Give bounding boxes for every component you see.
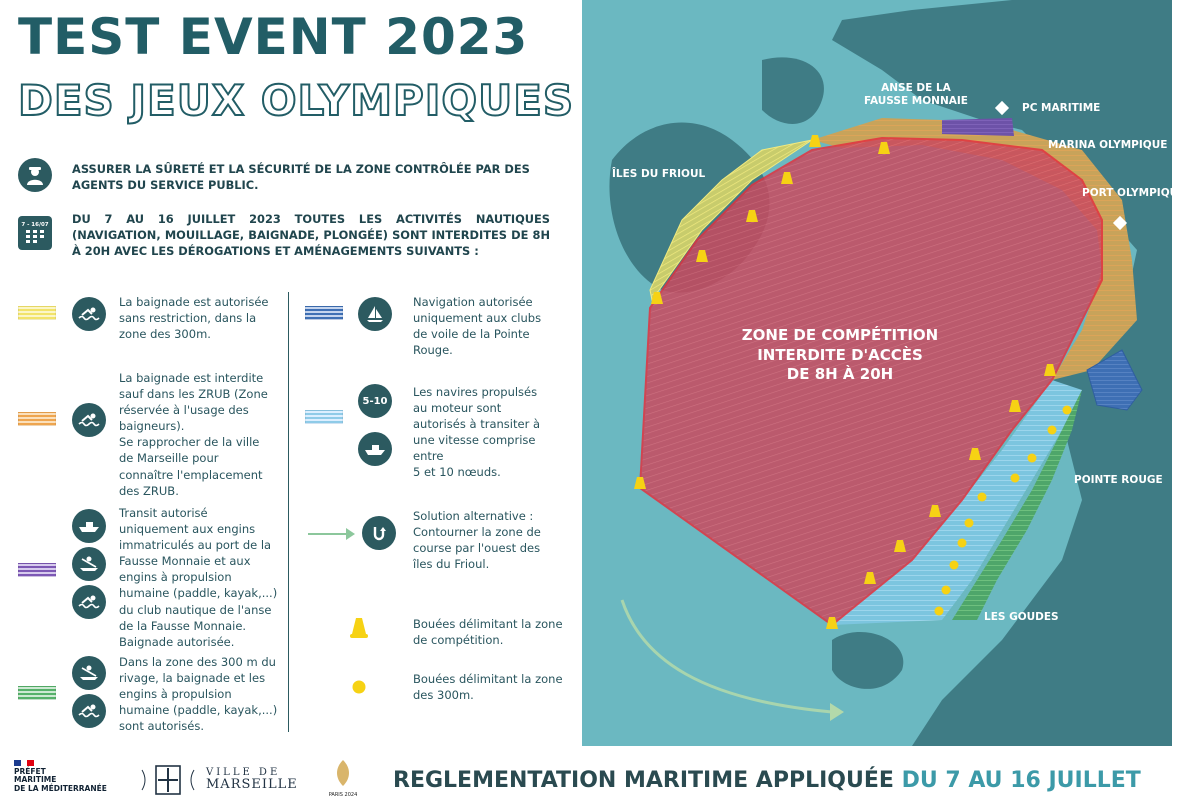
legend-purple-text: Transit autorisé uniquement aux engins immatriculés au port de la Fausse Monnaie et aux engins à propulsion humaine (paddle, kayak,...) du club nautique de l'anse de la Fausse Monnaie. Baignade autorisée. bbox=[119, 506, 278, 649]
label-les-goudes: LES GOUDES bbox=[984, 611, 1059, 623]
legend-swatch-yellow bbox=[18, 306, 56, 320]
300m-buoy-icon bbox=[352, 680, 366, 694]
kayak-icon bbox=[72, 547, 106, 581]
legend-buoy-300m-text: Bouées délimitant la zone des 300m. bbox=[413, 672, 563, 703]
300m-buoy bbox=[958, 539, 967, 548]
legend-swatch-green bbox=[18, 686, 56, 700]
ville-marseille-logo bbox=[138, 760, 298, 800]
legend-divider bbox=[288, 292, 289, 732]
legend-green-text: Dans la zone des 300 m du rivage, la baignade et les engins à propulsion humaine (paddle, kayak,...) sont autorisés. bbox=[119, 655, 278, 734]
officer-icon bbox=[18, 158, 52, 192]
300m-buoy bbox=[965, 519, 974, 528]
footer-title-main: REGLEMENTATION MARITIME APPLIQUÉE bbox=[393, 768, 894, 793]
paris-2024-logo bbox=[322, 758, 364, 798]
motorboat-icon bbox=[358, 432, 392, 466]
sailboat-icon bbox=[358, 297, 392, 331]
competition-buoy-icon bbox=[350, 616, 368, 638]
legend-swatch-purple bbox=[18, 563, 56, 577]
prefet-label: PRÉFET MARITIME DE LA MÉDITERRANÉE bbox=[14, 767, 107, 793]
300m-buoy bbox=[978, 493, 987, 502]
label-marina-olympique: MARINA OLYMPIQUE bbox=[1048, 139, 1168, 151]
title-line-1: TEST EVENT 2023 bbox=[18, 8, 529, 66]
300m-buoy bbox=[950, 561, 959, 570]
calendar-icon bbox=[18, 216, 52, 250]
swimmer-icon bbox=[72, 585, 106, 619]
label-port-olympique: PORT OLYMPIQUE bbox=[1082, 187, 1185, 199]
300m-buoy bbox=[1011, 474, 1020, 483]
legend-blue-light-text: Les navires propulsés au moteur sont autorisés à transiter à une vitesse comprise entre 5 et 10 nœuds. bbox=[413, 385, 540, 480]
swimmer-icon bbox=[72, 297, 106, 331]
legend-orange-text: La baignade est interdite sauf dans les ZRUB (Zone réservée à l'usage des baigneurs). Se rapprocher de la ville de Marseille pour connaître l'emplacement des ZRUB. bbox=[119, 371, 268, 498]
map-panel bbox=[582, 0, 1185, 746]
title-line-2: DES JEUX OLYMPIQUES bbox=[18, 76, 575, 125]
competition-zone-label: ZONE DE COMPÉTITION INTERDITE D'ACCÈS DE 8H À 20H bbox=[741, 326, 939, 383]
intro-security: ASSURER LA SÛRETÉ ET LA SÉCURITÉ DE LA ZONE CONTRÔLÉE PAR DES AGENTS DU SERVICE PUBLIC. bbox=[72, 162, 530, 192]
label-pointe-rouge: POINTE ROUGE bbox=[1074, 474, 1163, 486]
legend-buoy-competition-text: Bouées délimitant la zone de compétition. bbox=[413, 617, 563, 648]
motorboat-icon bbox=[72, 509, 106, 543]
ville-label: VILLE DE bbox=[206, 767, 281, 779]
intro-restrictions: DU 7 AU 16 JUILLET 2023 TOUTES LES ACTIVITÉS NAUTIQUES (NAVIGATION, MOUILLAGE, BAIGNADE, PLONGÉE) SONT INTERDITES DE 8H À 20H AVEC LES DÉROGATIONS ET AMÉNAGEMENTS SUIVANTS : bbox=[72, 212, 550, 258]
300m-buoy bbox=[1048, 426, 1057, 435]
legend-swatch-blue-dark bbox=[305, 306, 343, 320]
label-pc-maritime: PC MARITIME bbox=[1022, 102, 1101, 114]
marseille-label: MARSEILLE bbox=[206, 777, 298, 793]
u-turn-icon bbox=[362, 516, 396, 550]
legend-swatch-blue-light bbox=[305, 410, 343, 424]
300m-buoy bbox=[1028, 454, 1037, 463]
300m-buoy bbox=[1063, 406, 1072, 415]
swimmer-icon bbox=[72, 694, 106, 728]
alternative-arrow-icon bbox=[308, 527, 356, 541]
legend-yellow-text: La baignade est autorisée sans restriction, dans la zone des 300m. bbox=[119, 295, 269, 342]
speed-badge: 5-10 bbox=[358, 384, 392, 418]
300m-buoy bbox=[942, 586, 951, 595]
legend-blue-dark-text: Navigation autorisée uniquement aux clubs de voile de la Pointe Rouge. bbox=[413, 295, 542, 358]
label-anse-fausse-monnaie: ANSE DE LA FAUSSE MONNAIE bbox=[864, 82, 968, 108]
legend-alternative-text: Solution alternative : Contourner la zone de course par l'ouest des îles du Frioul. bbox=[413, 509, 541, 572]
footer-title bbox=[393, 770, 1141, 792]
label-iles-frioul: ÎLES DU FRIOUL bbox=[612, 168, 706, 180]
swimmer-icon bbox=[72, 403, 106, 437]
calendar-label: 7 - 16/07 bbox=[21, 222, 49, 228]
kayak-icon bbox=[72, 656, 106, 690]
footer-title-dates: DU 7 AU 16 JUILLET bbox=[893, 768, 1141, 793]
republique-logo bbox=[14, 760, 107, 793]
paris-label: PARIS 2024 bbox=[328, 792, 358, 798]
300m-buoy bbox=[935, 607, 944, 616]
legend-swatch-orange bbox=[18, 412, 56, 426]
